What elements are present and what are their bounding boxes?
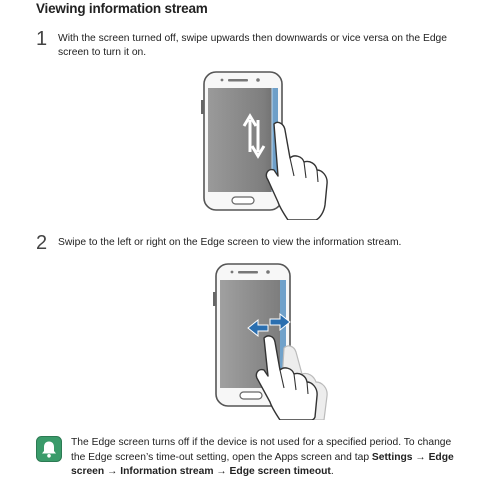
- phone-vertical-swipe-illustration: [198, 70, 348, 220]
- step-text-line: screen to turn it on.: [58, 47, 147, 58]
- note-text: [71, 436, 456, 480]
- note-box: [36, 436, 456, 480]
- arrow-glyph: →: [104, 466, 121, 477]
- section-title: Viewing information stream: [36, 1, 208, 16]
- step-text: [58, 32, 458, 60]
- menu-path-information-stream: Information stream: [120, 466, 214, 477]
- arrow-glyph: →: [213, 466, 230, 477]
- note-period: .: [330, 466, 334, 477]
- menu-path-edge-screen-timeout: Edge screen timeout: [229, 466, 331, 477]
- bell-icon: [36, 436, 62, 462]
- step-text-line: With the screen turned off, swipe upwards then downwards or vice versa on the Edge: [58, 33, 448, 44]
- menu-path-edge: Edge: [428, 451, 454, 463]
- note-text-line: the Edge screen’s time-out setting, open the Apps screen and tap: [71, 451, 372, 463]
- arrow-glyph: →: [412, 451, 429, 463]
- step-text: [58, 236, 458, 250]
- menu-path-settings: Settings: [371, 451, 413, 463]
- step-text-line: Swipe to the left or right on the Edge screen to view the information stream.: [58, 237, 402, 248]
- step-number: 2: [36, 232, 48, 254]
- menu-path-screen: screen: [71, 466, 105, 477]
- phone-horizontal-swipe-illustration: [210, 262, 340, 420]
- note-text-line: The Edge screen turns off if the device is not used for a specified period. To change: [71, 437, 452, 448]
- step-number: 1: [36, 28, 48, 50]
